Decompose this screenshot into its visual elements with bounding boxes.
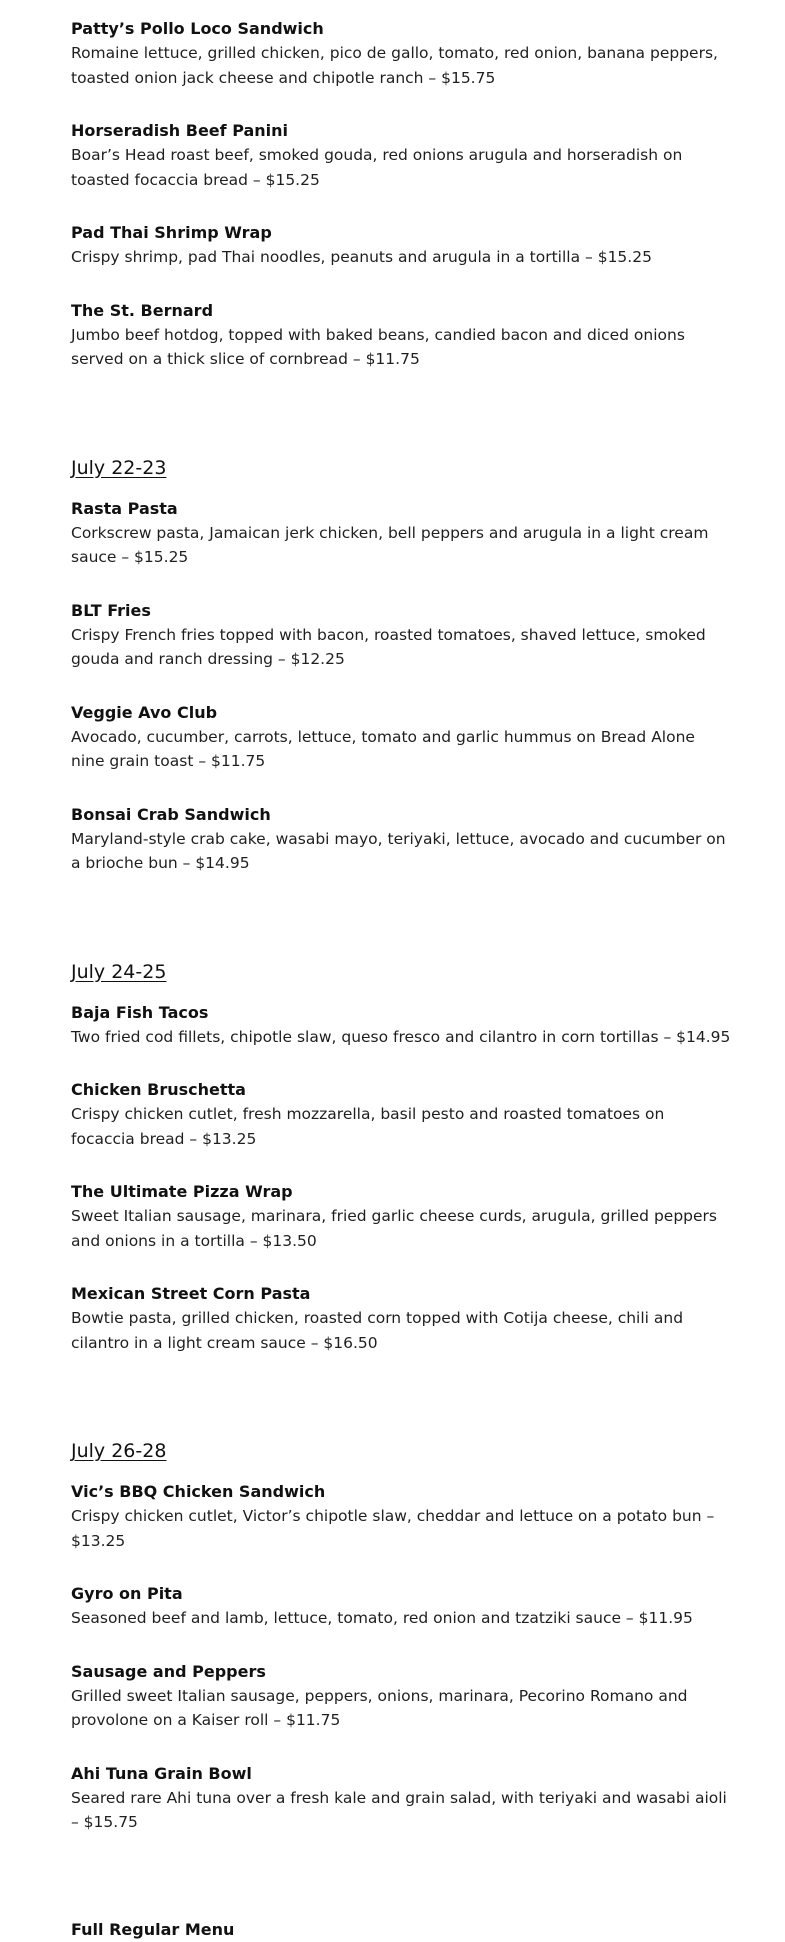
menu-item: [71, 1078, 731, 1151]
menu-section-july-22-23: [71, 455, 731, 876]
menu-section-july-24-25: [71, 959, 731, 1356]
menu-item: [71, 497, 731, 570]
menu-item-name: Ahi Tuna Grain Bowl: [71, 1763, 252, 1783]
menu-item-description: Seasoned beef and lamb, lettuce, tomato, red onion and tzatziki sauce – $11.95: [71, 1609, 693, 1627]
menu-item-description: Two fried cod fillets, chipotle slaw, queso fresco and cilantro in corn tortillas – $14.95: [71, 1027, 731, 1046]
menu-item-description: Crispy French fries topped with bacon, roasted tomatoes, shaved lettuce, smoked gouda and ranch dressing – $12.25: [71, 625, 706, 668]
menu-item-name: Vic’s BBQ Chicken Sandwich: [71, 1482, 326, 1501]
menu-item-name: The Ultimate Pizza Wrap: [71, 1182, 293, 1201]
section-heading: July 26-28: [71, 1440, 167, 1462]
menu-item: [71, 701, 731, 774]
section-spacer: [71, 1864, 731, 1918]
section-spacer: [71, 401, 731, 455]
menu-item: [71, 1660, 731, 1733]
menu-item-description: Corkscrew pasta, Jamaican jerk chicken, bell peppers and arugula in a light cream sauce – $15.25: [71, 523, 709, 566]
menu-page: [71, 17, 731, 1942]
menu-item-name: Patty’s Pollo Loco Sandwich: [71, 19, 324, 38]
menu-item-name: Horseradish Beef Panini: [71, 121, 289, 140]
menu-item: [71, 599, 731, 672]
menu-item-name: BLT Fries: [71, 600, 151, 620]
menu-item: [71, 221, 731, 270]
full-regular-menu-link[interactable]: Full Regular Menu: [71, 1919, 235, 1939]
menu-item-description: Crispy chicken cutlet, fresh mozzarella, basil pesto and roasted tomatoes on focaccia bread – $13.25: [71, 1105, 665, 1148]
menu-item-name: Chicken Bruschetta: [71, 1080, 246, 1099]
menu-item-name: Mexican Street Corn Pasta: [71, 1284, 311, 1303]
menu-item-description: Boar’s Head roast beef, smoked gouda, red onions arugula and horseradish on toasted focaccia bread – $15.25: [71, 146, 683, 189]
menu-item-description: Crispy shrimp, pad Thai noodles, peanuts and arugula in a tortilla – $15.25: [71, 248, 652, 266]
menu-item: [71, 17, 731, 90]
menu-item: [71, 1762, 731, 1835]
section-heading: July 22-23: [71, 456, 167, 479]
menu-item-name: The St. Bernard: [71, 300, 214, 320]
menu-item-name: Sausage and Peppers: [71, 1661, 266, 1681]
menu-item-name: Pad Thai Shrimp Wrap: [71, 223, 272, 242]
menu-item-description: Maryland-style crab cake, wasabi mayo, teriyaki, lettuce, avocado and cucumber on a brioche bun – $14.95: [71, 829, 726, 872]
section-heading: July 24-25: [71, 960, 167, 983]
menu-item: [71, 1282, 731, 1355]
menu-item: [71, 299, 731, 372]
menu-item: [71, 1582, 731, 1631]
menu-item-description: Grilled sweet Italian sausage, peppers, onions, marinara, Pecorino Romano and provolone on a Kaiser roll – $11.75: [71, 1686, 688, 1729]
menu-item-description: Crispy chicken cutlet, Victor’s chipotle slaw, cheddar and lettuce on a potato bun – $13.25: [71, 1507, 715, 1550]
menu-item-description: Seared rare Ahi tuna over a fresh kale and grain salad, with teriyaki and wasabi aioli – $15.75: [71, 1788, 727, 1831]
menu-item-description: Avocado, cucumber, carrots, lettuce, tomato and garlic hummus on Bread Alone nine grain toast – $11.75: [71, 727, 695, 770]
menu-item-description: Romaine lettuce, grilled chicken, pico de gallo, tomato, red onion, banana peppers, toasted onion jack cheese and chipotle ranch – $15.75: [71, 44, 718, 87]
menu-item: [71, 1180, 731, 1253]
menu-item: [71, 803, 731, 876]
menu-item-description: Jumbo beef hotdog, topped with baked beans, candied bacon and diced onions served on a thick slice of cornbread – $11.75: [71, 325, 685, 368]
menu-item-name: Bonsai Crab Sandwich: [71, 804, 271, 824]
menu-item-name: Gyro on Pita: [71, 1584, 183, 1603]
menu-item-description: Sweet Italian sausage, marinara, fried garlic cheese curds, arugula, grilled peppers and onions in a tortilla – $13.50: [71, 1207, 717, 1250]
menu-item: [71, 119, 731, 192]
menu-item-name: Rasta Pasta: [71, 498, 178, 518]
menu-item-description: Bowtie pasta, grilled chicken, roasted corn topped with Cotija cheese, chili and cilantro in a light cream sauce – $16.50: [71, 1309, 684, 1352]
menu-section-july-26-28: [71, 1438, 731, 1835]
menu-item: [71, 1480, 731, 1553]
menu-item-name: Veggie Avo Club: [71, 702, 218, 722]
menu-item: [71, 1001, 731, 1050]
section-spacer: [71, 1384, 731, 1438]
menu-item-name: Baja Fish Tacos: [71, 1002, 209, 1022]
section-spacer: [71, 905, 731, 959]
